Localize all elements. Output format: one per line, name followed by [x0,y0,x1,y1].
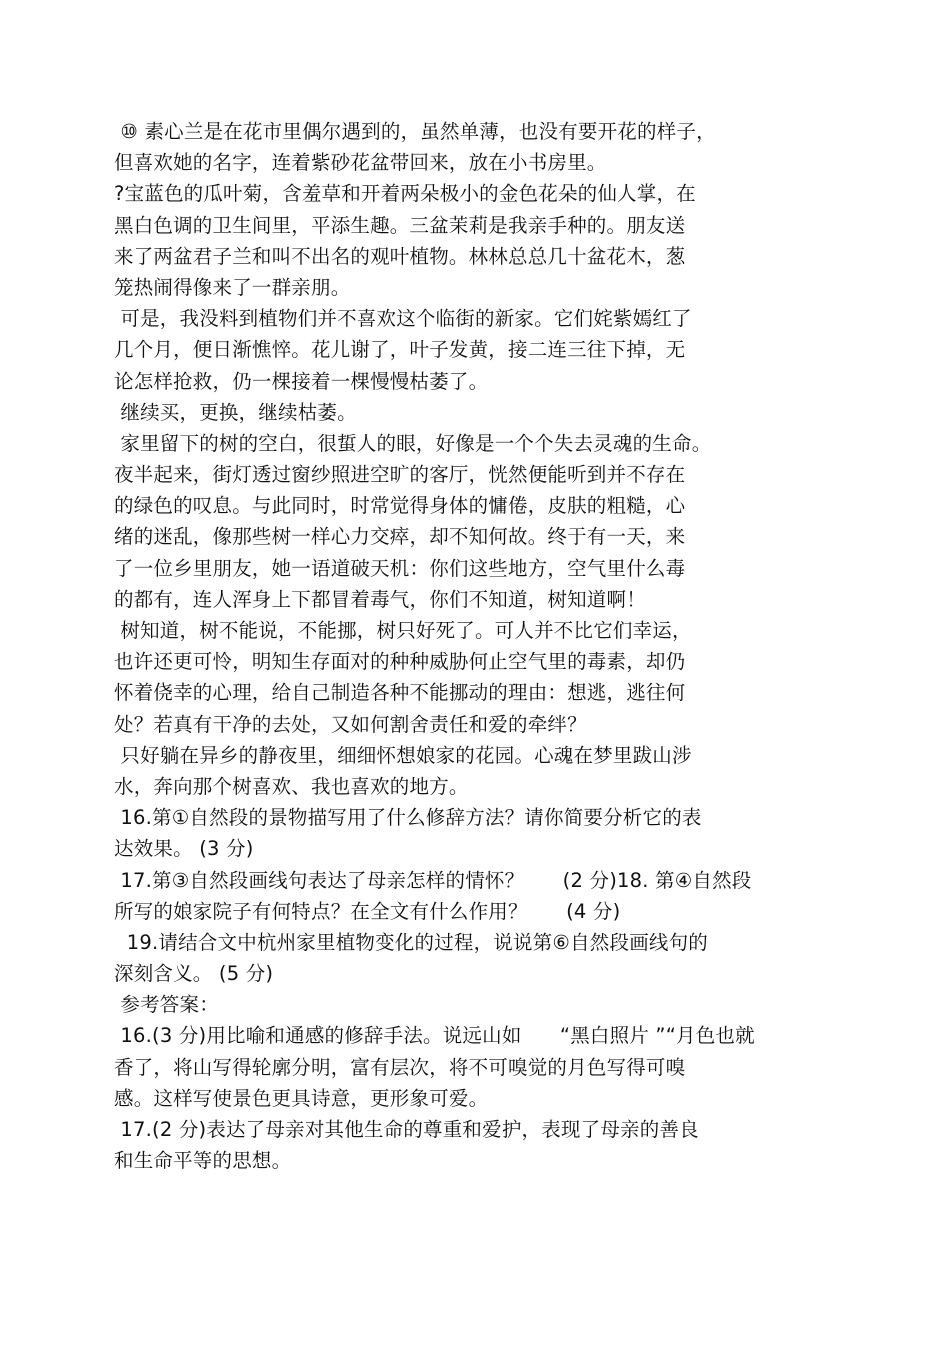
text-line: 可是，我没料到植物们并不喜欢这个临街的新家。它们姹紫嫣红了 [114,307,692,331]
text-line: 处？若真有干净的去处，又如何割舍责任和爱的牵绊？ [114,712,587,736]
answer-16-line: 16.(3 分)用比喻和通感的修辞手法。说远山如 “黑白照片 ”“月色也就 [114,1024,755,1048]
text-line: 黑白色调的卫生间里，平添生趣。三盆茉莉是我亲手种的。朋友送 [114,213,686,237]
question-19-line: 19.请结合文中杭州家里植物变化的过程，说说第⑥自然段画线句的 [114,930,708,954]
question-16-line: 达效果。 (3 分) [114,837,254,861]
text-line: ?宝蓝色的瓜叶菊，含羞草和开着两朵极小的金色花朵的仙人掌，在 [114,182,696,206]
question-16-line: 16.第①自然段的景物描写用了什么修辞方法？请你简要分析它的表 [114,806,702,830]
question-19-line: 深刻含义。 (5 分) [114,962,274,986]
question-17-18-line: 17.第③自然段画线句表达了母亲怎样的情怀？ (2 分)18. 第④自然段 [114,868,752,892]
text-line: 但喜欢她的名字，连着紫砂花盆带回来，放在小书房里。 [114,151,607,175]
text-line: ⑩ 素心兰是在花市里偶尔遇到的，虽然单薄，也没有要开花的样子， [114,120,716,143]
document-body [114,116,874,1176]
text-line: 继续买，更换，继续枯萎。 [114,400,357,424]
text-line: 树知道，树不能说，不能挪，树只好死了。可人并不比它们幸运， [114,619,692,642]
answer-17-line: 17.(2 分)表达了母亲对其他生命的尊重和爱护，表现了母亲的善良 [114,1118,699,1141]
text-line: 绪的迷乱，像那些树一样心力交瘁，却不知何故。终于有一天，来 [114,525,686,549]
text-line: 水，奔向那个树喜欢、我也喜欢的地方。 [114,774,469,798]
text-line: 家里留下的树的空白，很蜇人的眼，好像是一个个失去灵魂的生命。 [114,431,712,455]
answer-heading: 参考答案： [114,993,219,1017]
text-line: 了一位乡里朋友，她一语道破天机：你们这些地方，空气里什么毒 [114,556,686,580]
answer-16-line: 感。这样写使景色更具诗意，更形象可爱。 [114,1086,489,1110]
answer-17-line: 和生命平等的思想。 [114,1149,292,1173]
text-line: 几个月，便日渐憔悴。花儿谢了，叶子发黄，接二连三往下掉，无 [114,338,686,362]
text-line: 只好躺在异乡的静夜里，细细怀想娘家的花园。心魂在梦里跋山涉 [114,743,692,767]
text-line: 来了两盆君子兰和叫不出名的观叶植物。林林总总几十盆花木，葱 [114,244,686,268]
text-line: 笼热闹得像来了一群亲朋。 [114,275,351,299]
text-line: 的绿色的叹息。与此同时，时常觉得身体的慵倦，皮肤的粗糙，心 [114,494,686,518]
text-line: 怀着侥幸的心理，给自己制造各种不能挪动的理由：想逃，逃往何 [114,681,686,705]
text-line: 论怎样抢救，仍一棵接着一棵慢慢枯萎了。 [114,369,489,393]
question-18-line: 所写的娘家院子有何特点？在全文有什么作用？ (4 分) [114,899,621,923]
answer-16-line: 香了，将山写得轮廓分明，富有层次，将不可嗅觉的月色写得可嗅 [114,1055,686,1079]
text-line: 夜半起来，街灯透过窗纱照进空旷的客厅，恍然便能听到并不存在 [114,463,686,487]
text-line: 的都有，连人浑身上下都冒着毒气，你们不知道，树知道啊！ [114,587,646,611]
text-line: 也许还更可怜，明知生存面对的种种威胁何止空气里的毒素，却仍 [114,650,686,674]
